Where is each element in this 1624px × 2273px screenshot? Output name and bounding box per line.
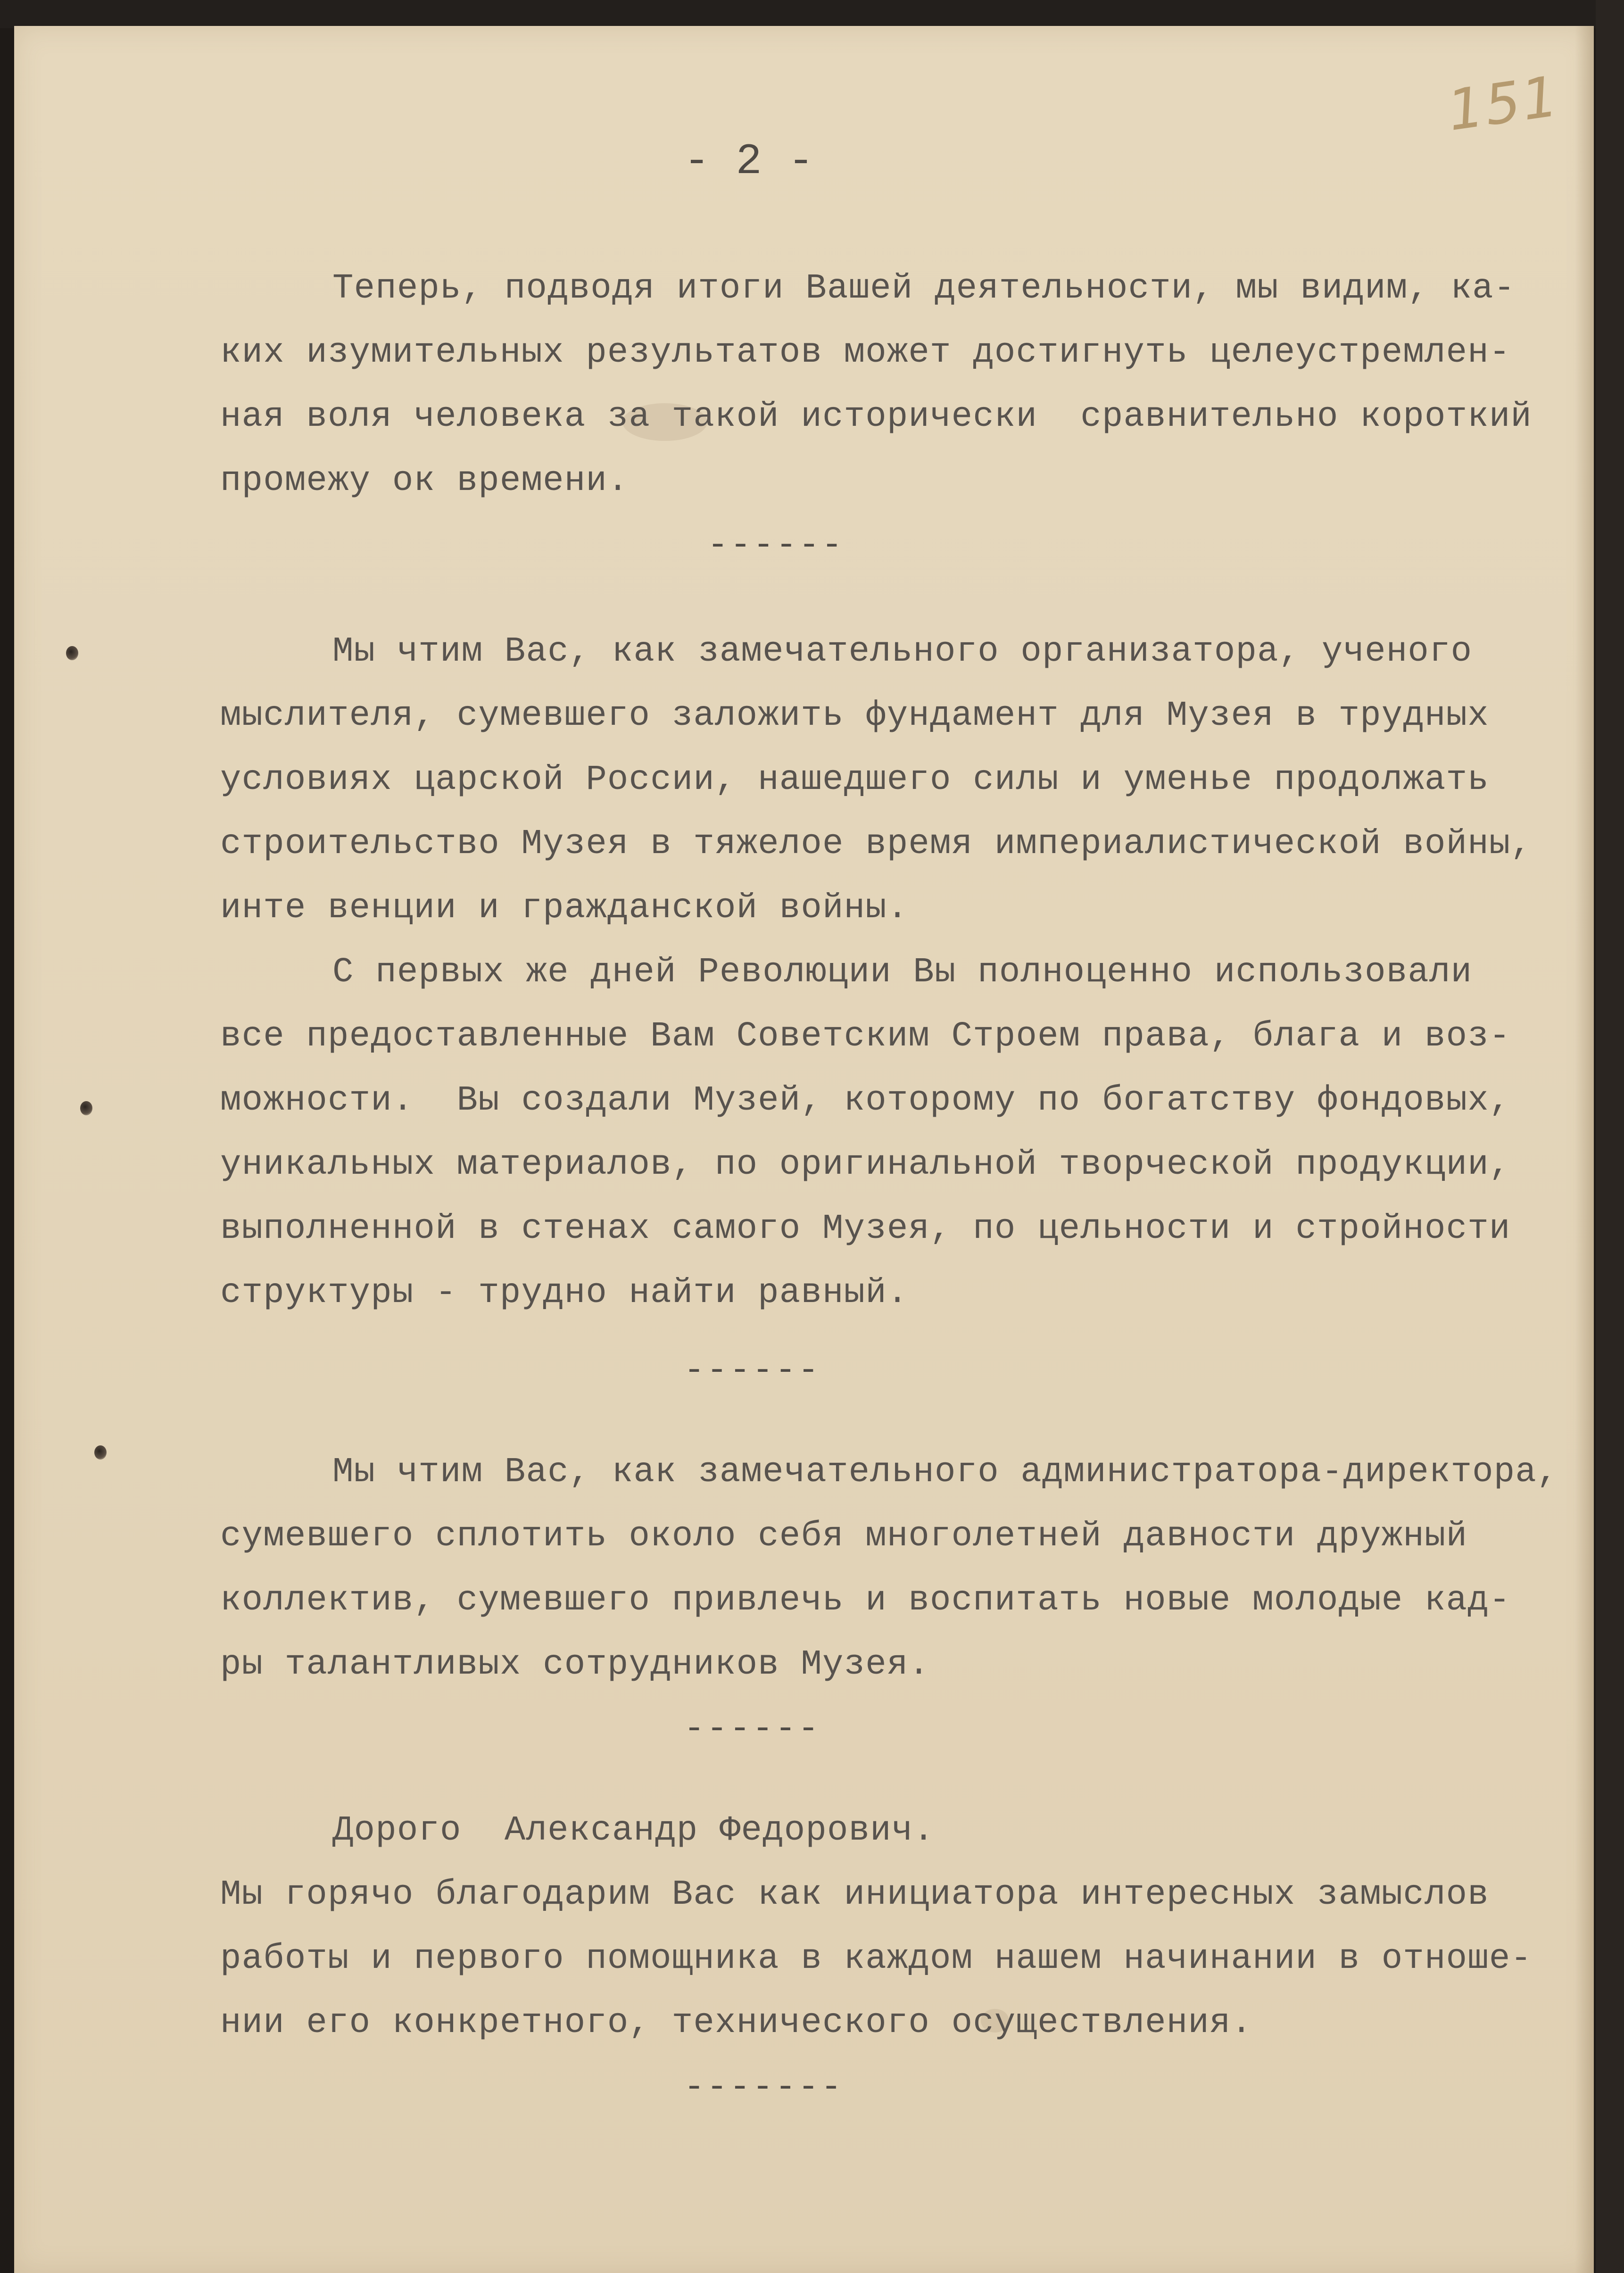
text-line: С первых же дней Революции Вы полноценно использовали bbox=[332, 953, 1473, 992]
text-line: работы и первого помощника в каждом нашем начинании в отноше- bbox=[220, 1939, 1533, 1979]
text-line: Мы чтим Вас, как замечательного администратора-директора, bbox=[332, 1452, 1558, 1492]
section-divider: ------ bbox=[684, 1709, 821, 1749]
text-line: все предоставленные Вам Советским Строем права, блага и воз- bbox=[220, 1017, 1511, 1056]
text-line: ная воля человека за такой исторически сравнительно короткий bbox=[220, 397, 1533, 437]
binding-hole bbox=[94, 1445, 107, 1460]
text-line: строительство Музея в тяжелое время империалистической войны, bbox=[220, 824, 1533, 864]
typewritten-page bbox=[14, 26, 1594, 2273]
text-line: промежу ок времени. bbox=[220, 461, 629, 501]
text-line: Теперь, подводя итоги Вашей деятельности, мы видим, ка- bbox=[332, 269, 1516, 308]
text-line: условиях царской России, нашедшего силы и уменье продолжать bbox=[220, 760, 1489, 800]
page-edge-shadow bbox=[1575, 26, 1594, 2273]
binding-hole bbox=[80, 1101, 92, 1115]
section-divider: ------- bbox=[684, 2068, 844, 2107]
text-line: выполненной в стенах самого Музея, по цельности и стройности bbox=[220, 1209, 1511, 1249]
text-line: мыслителя, сумевшего заложить фундамент для Музея в трудных bbox=[220, 696, 1489, 736]
text-line: ры талантливых сотрудников Музея. bbox=[220, 1645, 930, 1684]
text-line: Дорого Александр Федорович. bbox=[332, 1811, 935, 1850]
text-line: сумевшего сплотить около себя многолетней давности дружный bbox=[220, 1517, 1468, 1556]
text-line: нии его конкретного, технического осуществления. bbox=[220, 2003, 1253, 2043]
text-line: уникальных материалов, по оригинальной творческой продукции, bbox=[220, 1145, 1511, 1185]
text-line: ких изумительных результатов может достигнуть целеустремлен- bbox=[220, 333, 1511, 373]
text-line: Мы горячо благодарим Вас как инициатора интересных замыслов bbox=[220, 1875, 1489, 1915]
scan-backdrop-top bbox=[0, 0, 1624, 28]
text-line: Мы чтим Вас, как замечательного организатора, ученого bbox=[332, 632, 1473, 672]
text-line: структуры - трудно найти равный. bbox=[220, 1273, 909, 1313]
text-line: коллектив, сумевшего привлечь и воспитать новые молодые кад- bbox=[220, 1581, 1511, 1620]
binding-hole bbox=[66, 646, 78, 660]
section-divider: ------ bbox=[684, 1351, 821, 1391]
section-divider: ------ bbox=[707, 526, 845, 565]
text-line: можности. Вы создали Музей, которому по богатству фондовых, bbox=[220, 1081, 1511, 1120]
text-line: инте венции и гражданской войны. bbox=[220, 888, 909, 928]
page-number: - 2 - bbox=[684, 137, 814, 186]
archive-folio-number: 151 bbox=[1443, 63, 1564, 143]
scan-backdrop-right bbox=[1596, 0, 1624, 2273]
